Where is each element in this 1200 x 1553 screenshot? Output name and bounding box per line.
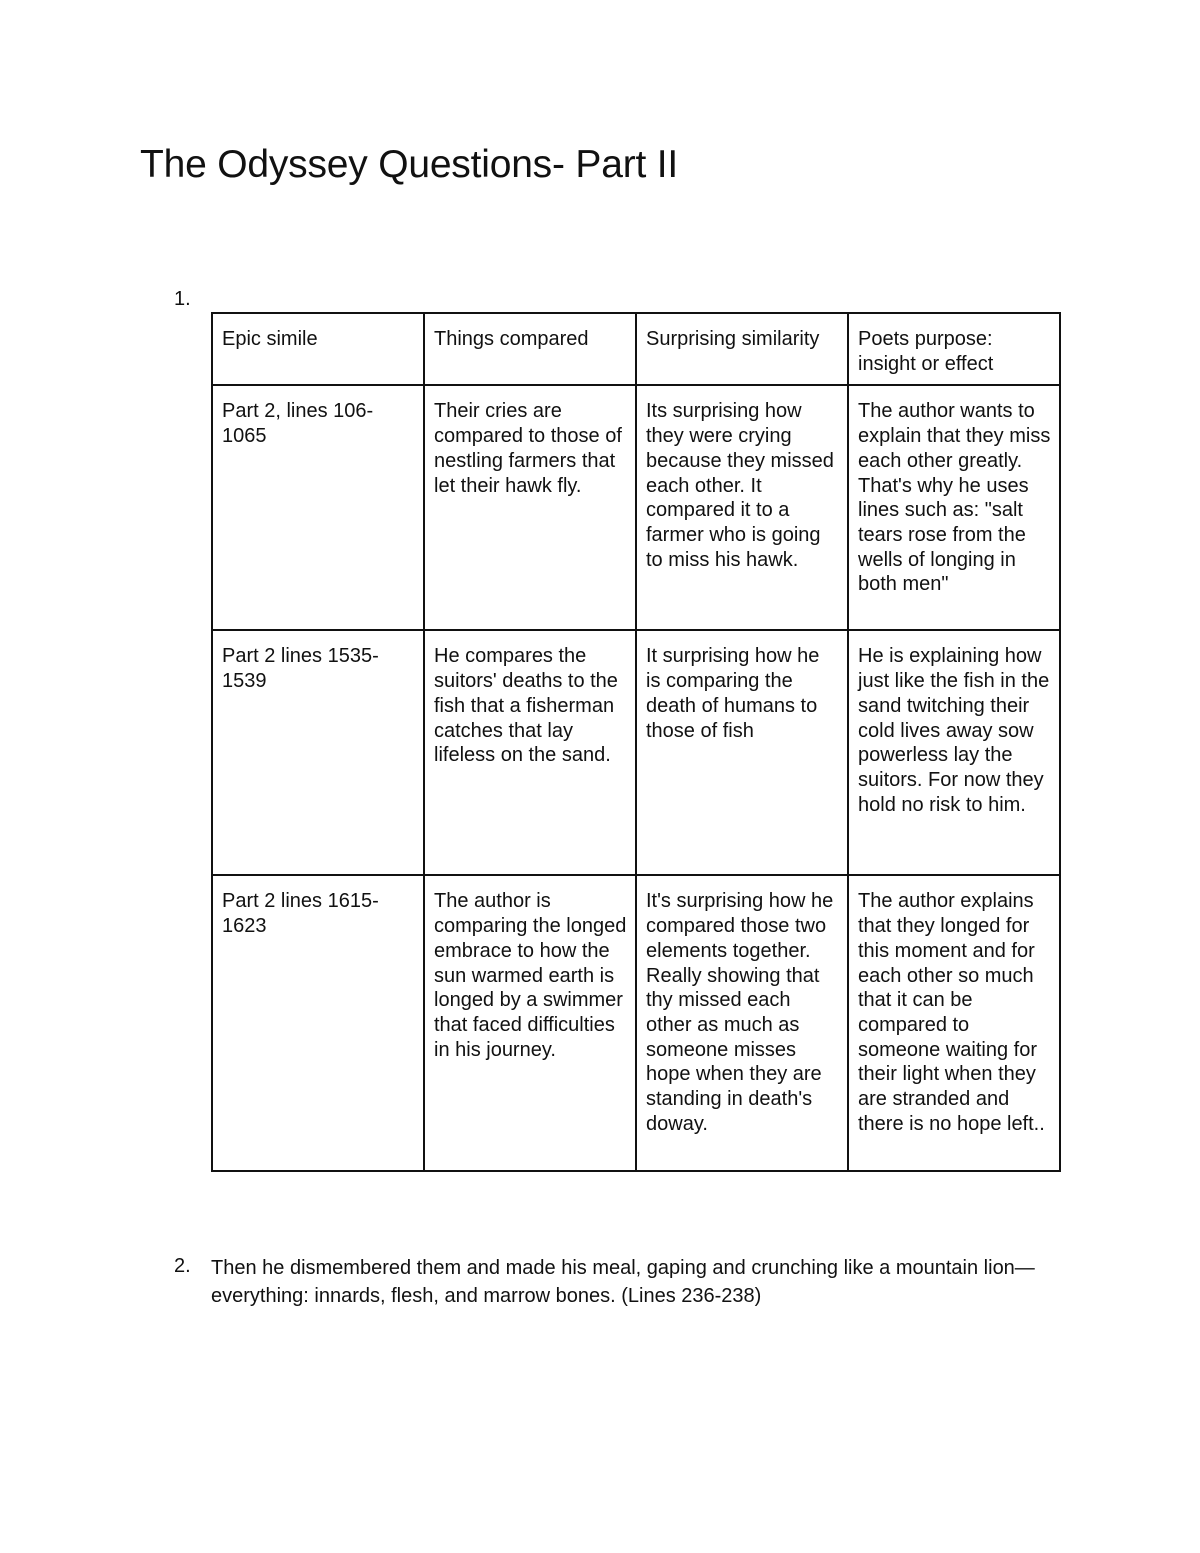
- question-2-number: 2.: [174, 1255, 191, 1277]
- header-cell-surprising-similarity: Surprising similarity: [636, 313, 848, 385]
- table-cell: Part 2 lines 1535-1539: [212, 630, 424, 875]
- page-title: The Odyssey Questions- Part II: [140, 143, 679, 186]
- table-cell: The author is comparing the longed embrace to how the sun warmed earth is longed by a swimmer that faced difficulties in his journey.: [424, 875, 636, 1171]
- table-cell: He is explaining how just like the fish in the sand twitching their cold lives away sow powerless lay the suitors. For now they hold no risk to him.: [848, 630, 1060, 875]
- table-cell: Its surprising how they were crying because they missed each other. It compared it to a farmer who is going to miss his hawk.: [636, 385, 848, 630]
- table-cell: It's surprising how he compared those two elements together. Really showing that thy missed each other as much as someone misses hope when they are standing in death's doway.: [636, 875, 848, 1171]
- table-row: [212, 875, 1060, 1171]
- question-2-text: Then he dismembered them and made his meal, gaping and crunching like a mountain lion— everything: innards, flesh, and marrow bones. (Lines 236-238): [211, 1257, 1035, 1307]
- table-cell: He compares the suitors' deaths to the fish that a fisherman catches that lay lifeless on the sand.: [424, 630, 636, 875]
- header-cell-things-compared: Things compared: [424, 313, 636, 385]
- header-cell-epic-simile: Epic simile: [212, 313, 424, 385]
- table-cell: The author wants to explain that they miss each other greatly. That's why he uses lines such as: "salt tears rose from the wells of longing in both men": [848, 385, 1060, 630]
- table-header-row: [212, 313, 1060, 385]
- header-cell-poets-purpose: Poets purpose: insight or effect: [848, 313, 1060, 385]
- table-cell: Part 2 lines 1615-1623: [212, 875, 424, 1171]
- table-cell: Part 2, lines 106-1065: [212, 385, 424, 630]
- table-row: [212, 385, 1060, 630]
- table-row: [212, 630, 1060, 875]
- table-cell: The author explains that they longed for this moment and for each other so much that it can be compared to someone waiting for their light when they are stranded and there is no hope left..: [848, 875, 1060, 1171]
- question-1-number: 1.: [174, 288, 191, 310]
- table-cell: It surprising how he is comparing the death of humans to those of fish: [636, 630, 848, 875]
- epic-simile-table: [211, 312, 1061, 1172]
- table-cell: Their cries are compared to those of nestling farmers that let their hawk fly.: [424, 385, 636, 630]
